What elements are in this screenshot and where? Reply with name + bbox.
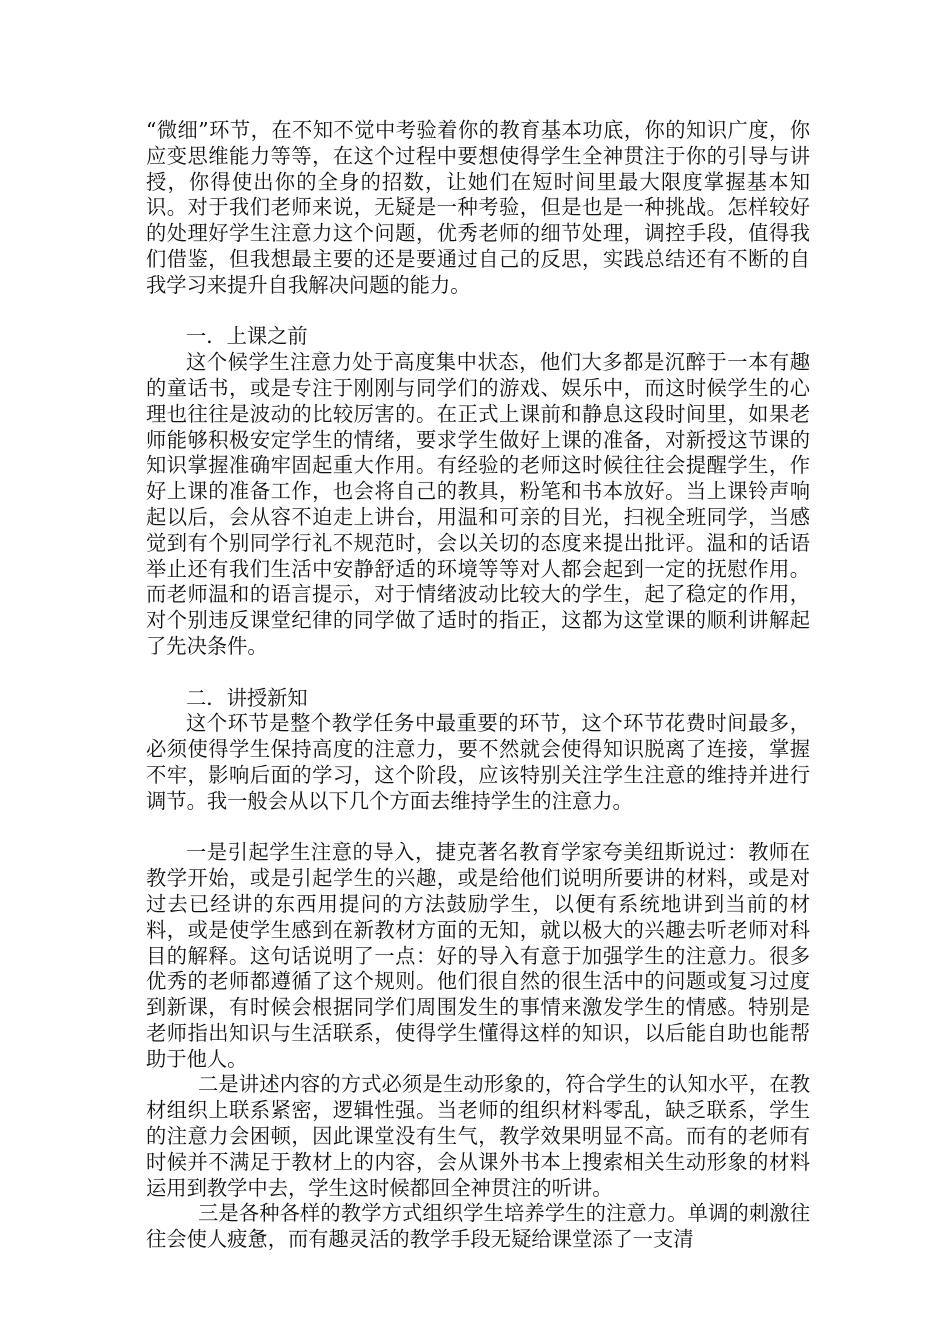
section-heading-before-class: 一．上课之前 bbox=[186, 324, 308, 349]
before-class-paragraph: 这个候学生注意力处于高度集中状态，他们大多都是沉醉于一本有趣的童话书，或是专注于刚刚与同学们的游戏、娱乐中，而这时候学生的心理也往往是波动的比较厉害的。在正式上课前和静息这段时间里，如果老师能够积极安定学生的情绪，要求学生做好上课的准备，对新授这节课的知识掌握准确牢固起重大作用。有经验的老师这时候往往会提醒学生，作好上课的准备工作，也会将自己的教具，粉笔和书本放好。当上课铃声响起以后，会从容不迫走上讲台，用温和可亲的目光，扫视全班同学，当感觉到有个别同学行礼不规范时，会以关切的态度来提出批评。温和的话语举止还有我们生活中安静舒适的环境等等对人都会起到一定的抚慰作用。而老师温和的语言提示，对于情绪波动比较大的学生，起了稳定的作用，对个别违反课堂纪律的同学做了适时的指正，这都为这堂课的顺利讲解起了先决条件。 bbox=[146, 350, 810, 658]
intro-paragraph: “微细”环节，在不知不觉中考验着你的教育基本功底，你的知识广度，你应变思维能力等等，在这个过程中要想使得学生全神贯注于你的引导与讲授，你得使出你的全身的招数，让她们在短时间里最大限度掌握基本知识。对于我们老师来说，无疑是一种考验，但是也是一种挑战。怎样较好的处理好学生注意力这个问题，优秀老师的细节处理，调控手段，值得我们借鉴，但我想最主要的还是要通过自己的反思，实践总结还有不断的自我学习来提升自我解决问题的能力。 bbox=[146, 118, 810, 297]
point-one-paragraph: 一是引起学生注意的导入，捷克著名教育学家夸美纽斯说过：教师在教学开始，或是引起学生的兴趣，或是给他们说明所要讲的材料，或是对过去已经讲的东西用提问的方法鼓励学生，以便有系统地讲到当前的材料，或是使学生感到在新教材方面的无知，就以极大的兴趣去听老师对科目的解释。这句话说明了一点：好的导入有意于加强学生的注意力。很多优秀的老师都遵循了这个规则。他们很自然的很生活中的问题或复习过度到新课，有时候会根据同学们周围发生的事情来激发学生的情感。特别是老师指出知识与生活联系，使得学生懂得这样的知识，以后能自助也能帮助于他人。 bbox=[146, 840, 810, 1071]
section-heading-new-knowledge: 二．讲授新知 bbox=[186, 685, 308, 710]
new-knowledge-paragraph: 这个环节是整个教学任务中最重要的环节，这个环节花费时间最多，必须使得学生保持高度的注意力，要不然就会使得知识脱离了连接，掌握不牢，影响后面的学习，这个阶段，应该特别关注学生注意的维持并进行调节。我一般会从以下几个方面去维持学生的注意力。 bbox=[146, 711, 810, 813]
point-two-paragraph: 二是讲述内容的方式必须是生动形象的，符合学生的认知水平，在教材组织上联系紧密，逻辑性强。当老师的组织材料零乱，缺乏联系，学生的注意力会困顿，因此课堂没有生气，教学效果明显不高。而有的老师有时候并不满足于教材上的内容，会从课外书本上搜索相关生动形象的材料运用到教学中去，学生这时候都回全神贯注的听讲。 bbox=[146, 1072, 810, 1200]
document-page bbox=[146, 118, 810, 1253]
point-three-paragraph: 三是各种各样的教学方式组织学生培养学生的注意力。单调的刺激往往会使人疲惫，而有趣灵活的教学手段无疑给课堂添了一支清 bbox=[146, 1201, 810, 1252]
